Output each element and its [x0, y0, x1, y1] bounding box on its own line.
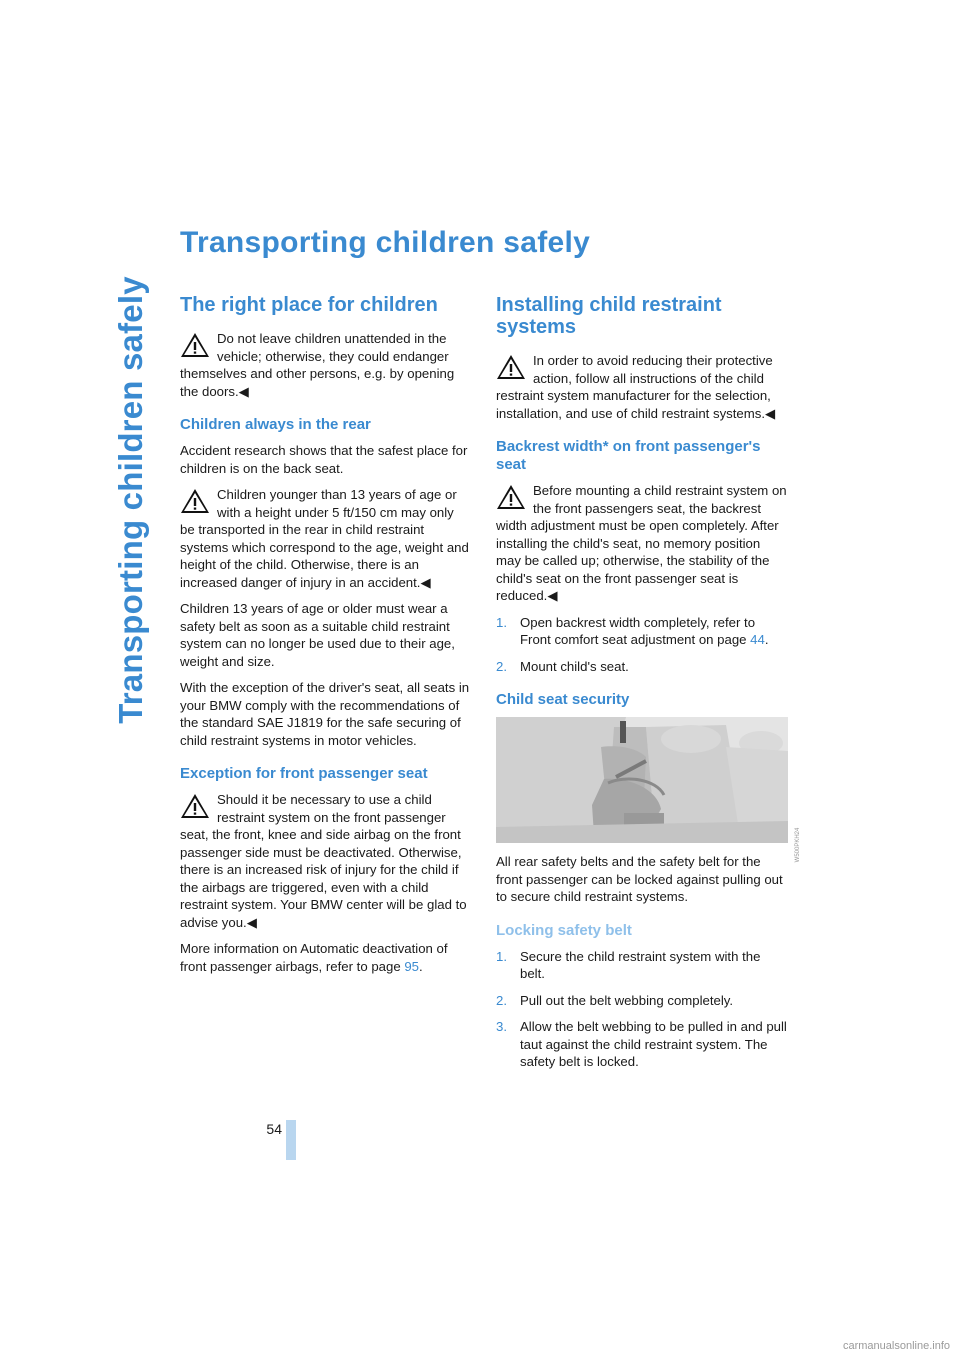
page-number-bar — [286, 1120, 296, 1160]
subheading-locking-belt: Locking safety belt — [496, 921, 632, 939]
subheading-backrest-width: Backrest width* on front passenger's seat — [496, 438, 761, 473]
page-title: Transporting children safely — [180, 226, 591, 259]
paragraph-children-13: Children 13 years of age or older must wear a safety belt as soon as a suitable child restraint system can no longer be used due to their age, weight and size. — [180, 601, 455, 669]
child-seat-photo — [496, 717, 788, 843]
list-item: 1. Open backrest width completely, refer to Front comfort seat adjustment on page 44. — [496, 614, 769, 647]
backrest-steps — [496, 614, 788, 676]
photo-code: W500PKH24 — [795, 827, 801, 863]
section-heading-right-place: The right place for children — [180, 294, 438, 316]
subheading-exception-front: Exception for front passenger seat — [180, 765, 428, 782]
list-item: 3. Allow the belt webbing to be pulled in and pull taut against the child restraint system. The safety belt is locked. — [496, 1019, 787, 1069]
side-title: Transporting children safely — [112, 276, 149, 724]
warning-triangle-icon — [496, 484, 526, 510]
warning-protective-action: In order to avoid reducing their protective action, follow all instructions of the child restraint system manufacturer for the selection, installation, and use of child restraint systems.◀ — [496, 353, 776, 421]
subheading-child-seat-security: Child seat security — [496, 691, 630, 708]
page-link-95[interactable]: 95 — [404, 958, 419, 974]
paragraph-sae-j1819: With the exception of the driver's seat, all seats in your BMW comply with the recommendations of the standard SAE J1819 for the safe securing of child restraint systems in motor vehicles. — [180, 680, 470, 748]
warning-triangle-icon — [496, 354, 526, 380]
paragraph-more-info: More information on Automatic deactivation of front passenger airbags, refer to page 95. — [180, 941, 448, 974]
warning-triangle-icon — [180, 488, 210, 514]
list-item: 2. Pull out the belt webbing completely. — [496, 992, 734, 1008]
subheading-children-rear: Children always in the rear — [180, 416, 371, 433]
right-column — [496, 294, 788, 1080]
locking-steps — [496, 948, 788, 1071]
paragraph-accident-research: Accident research shows that the safest place for children is on the back seat. — [180, 443, 468, 476]
list-item: 1. Secure the child restraint system with the belt. — [496, 948, 761, 981]
warning-triangle-icon — [180, 793, 210, 819]
warning-backrest: Before mounting a child restraint system on the front passengers seat, the backrest width adjustment must be open completely. After installing the child's seat, no memory position may be called up; otherwise, the stability of the child's seat on the front passenger seat is reduced.◀ — [496, 483, 787, 603]
list-item: 2. Mount child's seat. — [496, 658, 629, 674]
section-heading-installing: Installing child restraint systems — [496, 294, 722, 338]
paragraph-rear-safety-belts: All rear safety belts and the safety belt for the front passenger can be locked against pulling out to secure child restraint systems. — [496, 854, 783, 904]
warning-unattended: Do not leave children unattended in the vehicle; otherwise, they could endanger themselves and other persons, e.g. by opening the doors.◀ — [180, 331, 455, 399]
page-number: 54 — [266, 1121, 282, 1137]
footer-watermark: carmanualsonline.info — [842, 1340, 950, 1352]
left-column — [180, 294, 472, 984]
warning-triangle-icon — [180, 332, 210, 358]
page-link-44[interactable]: 44 — [750, 632, 765, 647]
warning-children-younger: Children younger than 13 years of age or with a height under 5 ft/150 cm may only be transported in the rear in child restraint systems which correspond to the age, weight and height of the child. Otherwise, there is an increased danger of injury in an accident.◀ — [180, 487, 469, 590]
warning-front-passenger: Should it be necessary to use a child restraint system on the front passenger seat, the front, knee and side airbag on the front passenger side must be deactivated. Otherwise, there is an increased risk of injury for the child if the airbags are triggered, even with a child restraint system. Your BMW center will be glad to advise you.◀ — [180, 792, 467, 930]
